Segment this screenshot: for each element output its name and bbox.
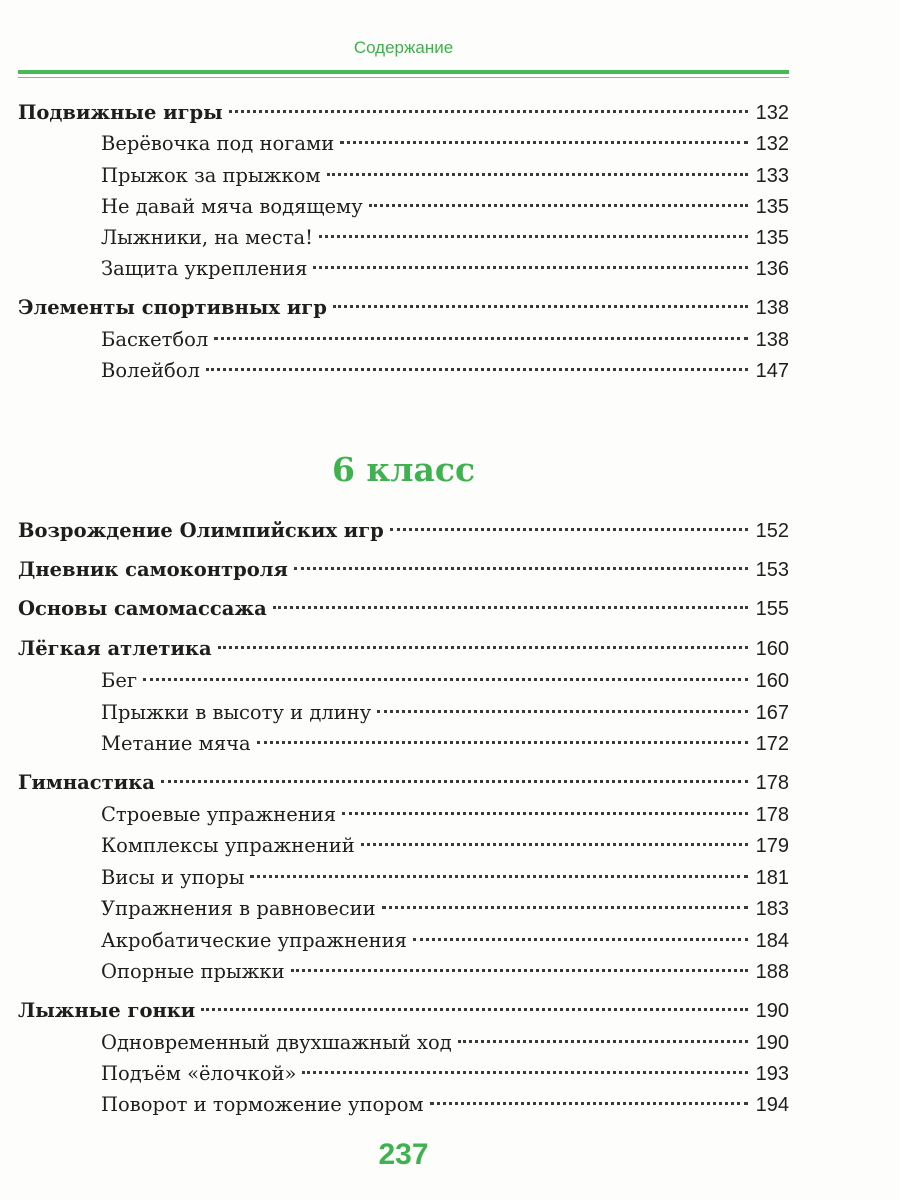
dot-leader <box>214 337 747 340</box>
toc-entry-sub <box>18 894 789 924</box>
toc-entry-title: Прыжок за прыжком <box>101 164 321 187</box>
toc-entry-sub <box>18 666 789 696</box>
toc-entry-page: 183 <box>755 898 789 920</box>
toc-entry-page: 178 <box>755 772 789 794</box>
toc-entry-title: Лёгкая атлетика <box>18 637 212 660</box>
toc-entry-page: 155 <box>755 598 789 620</box>
toc-entry-title: Возрождение Олимпийских игр <box>18 519 384 542</box>
toc-entry-title: Висы и упоры <box>101 866 245 889</box>
toc-entry-title: Подвижные игры <box>18 101 223 124</box>
dot-leader <box>218 646 748 649</box>
dot-leader <box>413 938 748 941</box>
header-rule-thin <box>18 77 789 78</box>
toc-entry-title: Прыжки в высоту и длину <box>101 701 372 724</box>
toc-entry-sub <box>18 129 789 159</box>
toc-entry-title: Волейбол <box>101 359 200 382</box>
toc-entry-sub <box>18 800 789 830</box>
dot-leader <box>201 1008 747 1011</box>
dot-leader <box>250 875 747 878</box>
dot-leader <box>273 606 748 609</box>
toc-entry-page: 152 <box>755 520 789 542</box>
toc-entry-sub <box>18 223 789 253</box>
toc-entry-page: 184 <box>755 930 789 952</box>
toc-entry-sub <box>18 1090 789 1120</box>
toc-entry-main <box>18 996 789 1026</box>
toc-entry-sub <box>18 957 789 987</box>
toc-entry-title: Упражнения в равновесии <box>101 897 376 920</box>
dot-leader <box>291 969 748 972</box>
dot-leader <box>257 741 748 744</box>
toc-entry-title: Лыжные гонки <box>18 999 196 1022</box>
grade-heading: 6 класс <box>331 450 476 489</box>
toc-entry-sub <box>18 356 789 386</box>
toc-entry-title: Верёвочка под ногами <box>101 132 335 155</box>
dot-leader <box>361 843 748 846</box>
toc-entry-page: 160 <box>755 670 789 692</box>
toc-entry-page: 153 <box>755 559 789 581</box>
toc-entry-title: Акробатические упражнения <box>101 929 407 952</box>
toc-entry-main <box>18 293 789 323</box>
toc-entry-sub <box>18 161 789 191</box>
toc-entry-page: 172 <box>755 733 789 755</box>
toc-entry-title: Комплексы упражнений <box>101 834 355 857</box>
dot-leader <box>319 235 748 238</box>
toc-entry-main <box>18 768 789 798</box>
toc-entry-page: 193 <box>755 1063 789 1085</box>
toc-entry-title: Баскетбол <box>101 328 209 351</box>
dot-leader <box>313 266 747 269</box>
toc-entry-page: 138 <box>755 329 789 351</box>
toc-entry-page: 132 <box>755 133 789 155</box>
toc-entry-title: Не давай мяча водящему <box>101 195 363 218</box>
dot-leader <box>302 1071 747 1074</box>
toc-entry-sub <box>18 729 789 759</box>
dot-leader <box>377 710 747 713</box>
toc-entry-sub <box>18 192 789 222</box>
toc-entry-sub <box>18 254 789 284</box>
dot-leader <box>229 110 748 113</box>
toc-entry-sub <box>18 863 789 893</box>
dot-leader <box>390 528 748 531</box>
toc-entry-title: Бег <box>101 669 138 692</box>
toc-entry-main <box>18 555 789 585</box>
dot-leader <box>294 567 748 570</box>
running-header: Содержание <box>353 38 454 57</box>
toc-entry-title: Одновременный двухшажный ход <box>101 1031 452 1054</box>
toc-entry-title: Основы самомассажа <box>18 597 267 620</box>
dot-leader <box>430 1102 748 1105</box>
toc-entry-page: 190 <box>755 1000 789 1022</box>
toc-entry-page: 190 <box>755 1032 789 1054</box>
toc-entry-title: Поворот и торможение упором <box>101 1093 424 1116</box>
toc-entry-page: 147 <box>755 360 789 382</box>
toc-entry-page: 138 <box>755 297 789 319</box>
dot-leader <box>369 204 748 207</box>
dot-leader <box>161 780 748 783</box>
toc-entry-page: 136 <box>755 258 789 280</box>
toc-entry-page: 178 <box>755 804 789 826</box>
toc-entry-page: 167 <box>755 702 789 724</box>
toc-entry-page: 160 <box>755 638 789 660</box>
toc-entry-sub <box>18 1028 789 1058</box>
toc-entry-title: Метание мяча <box>101 732 251 755</box>
toc-entry-sub <box>18 831 789 861</box>
dot-leader <box>206 368 748 371</box>
toc-entry-page: 194 <box>755 1094 789 1116</box>
toc-entry-title: Дневник самоконтроля <box>18 558 288 581</box>
dot-leader <box>333 305 748 308</box>
toc-entry-sub <box>18 1059 789 1089</box>
toc-entry-sub <box>18 698 789 728</box>
dot-leader <box>143 678 748 681</box>
dot-leader <box>327 173 748 176</box>
dot-leader <box>342 812 748 815</box>
toc-entry-main <box>18 594 789 624</box>
toc-entry-sub <box>18 325 789 355</box>
toc-entry-title: Гимнастика <box>18 771 155 794</box>
toc-entry-page: 132 <box>755 102 789 124</box>
dot-leader <box>458 1040 748 1043</box>
toc-entry-main <box>18 516 789 546</box>
toc-entry-main <box>18 634 789 664</box>
toc-entry-page: 133 <box>755 165 789 187</box>
toc-entry-sub <box>18 926 789 956</box>
toc-entry-title: Лыжники, на места! <box>101 226 314 249</box>
header-rule-thick <box>18 70 789 74</box>
dot-leader <box>340 141 747 144</box>
toc-entry-title: Строевые упражнения <box>101 803 337 826</box>
toc-entry-title: Подъём «ёлочкой» <box>101 1062 297 1085</box>
toc-entry-page: 181 <box>755 867 789 889</box>
toc-entry-page: 135 <box>755 196 789 218</box>
toc-entry-main <box>18 98 789 128</box>
toc-entry-title: Элементы спортивных игр <box>18 296 327 319</box>
toc-entry-page: 135 <box>755 227 789 249</box>
toc-entry-title: Опорные прыжки <box>101 960 285 983</box>
page-number: 237 <box>378 1138 429 1171</box>
toc-entry-title: Защита укрепления <box>101 257 308 280</box>
toc-entry-page: 179 <box>755 835 789 857</box>
dot-leader <box>382 906 748 909</box>
toc-entry-page: 188 <box>755 961 789 983</box>
